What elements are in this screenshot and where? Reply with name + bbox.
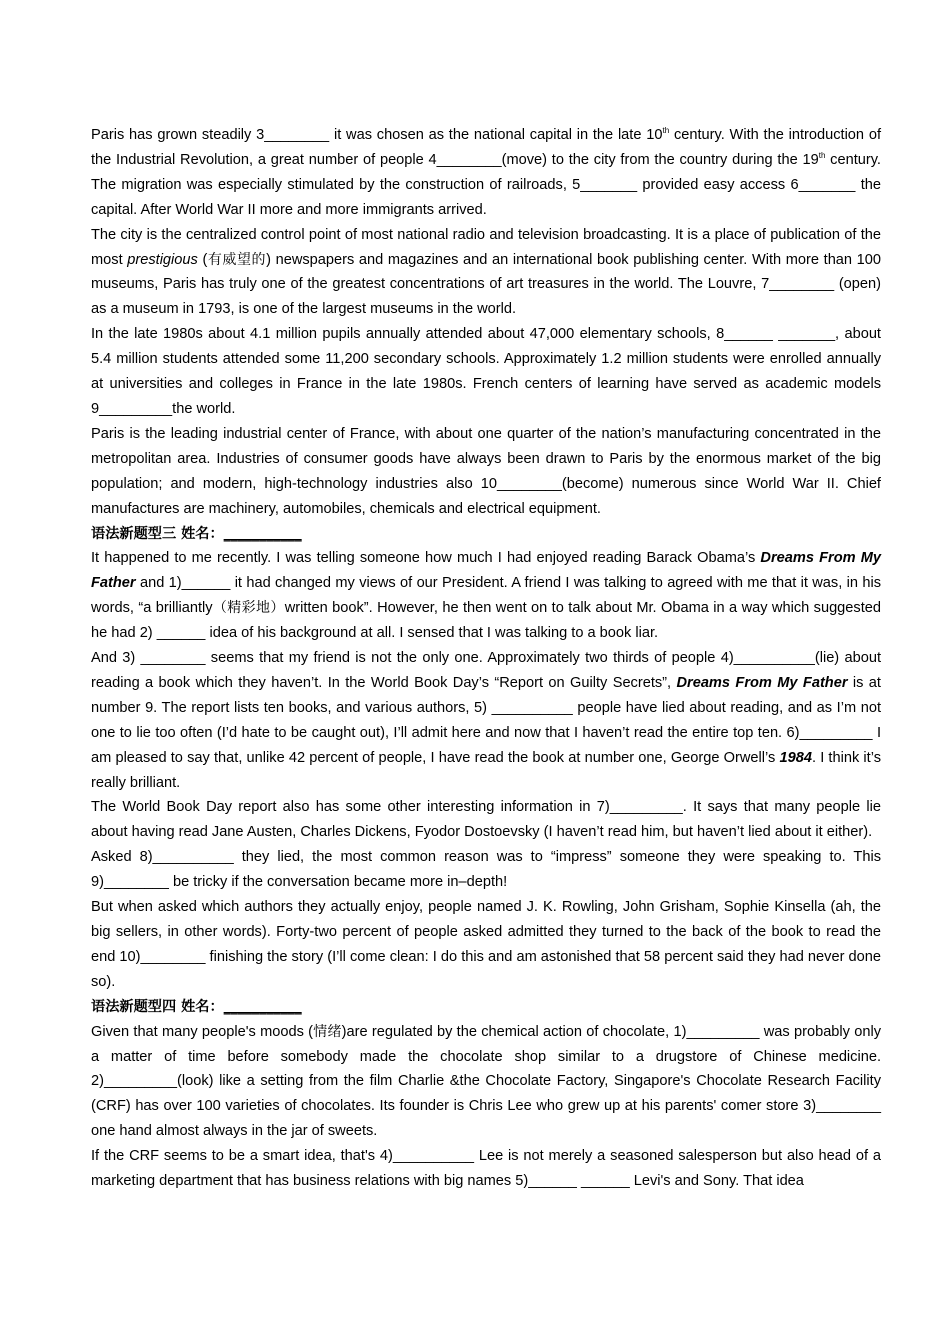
passage-three-paragraph-3: The World Book Day report also has some other interesting information in 7)_________. It says that many people lie about having read Jane Austen, Charles Dickens, Fyodor Dostoevsky (I haven’t read him, but haven’t lied about it either). bbox=[91, 799, 881, 841]
text-run: )are regulated by the chemical action of chocolate, 1)_________ was probably only a matter of time before somebody made the chocolate shop similar to a drugstore of Chinese medicine. 2)_________(look) like a setting from the film Charlie &the Chocolate Factory, Singapore's Chocolate Research Facility (CRF) has over 100 varieties of chocolates. Its founder is Chris Lee who grew up at his parents' comer store 3)________ one hand almost always in the jar of sweets. bbox=[91, 1023, 881, 1140]
italic-word: prestigious bbox=[127, 251, 198, 268]
passage-two-paragraph-2 bbox=[91, 223, 881, 323]
text-run: ) newspapers and magazines and an international book publishing center. With more than 100 museums, Paris has truly one of the greatest concentrations of art treasures in the world. The Louvre, 7________ (open) as a museum in 1793, is one of the largest museums in the world. bbox=[91, 251, 882, 318]
book-title: 1984 bbox=[779, 749, 812, 766]
text-run: and 1)______ it had changed my views of our President. A friend I was talking to agreed with me that it was, in his words, “a brilliantly bbox=[91, 575, 881, 617]
passage-three-paragraph-5: But when asked which authors they actually enjoy, people named J. K. Rowling, John Grisham, Sophie Kinsella (ah, the big sellers, in other words). Forty-two percent of people asked admitted they turned to the back of the book to read the end 10)________ finishing the story (I’ll come clean: I do this and am astonished that 58 percent said they had never done so). bbox=[91, 899, 881, 990]
passage-three-paragraph-2 bbox=[91, 646, 881, 795]
chinese-gloss: 情绪 bbox=[313, 1023, 342, 1040]
passage-three-paragraph-4: Asked 8)__________ they lied, the most common reason was to “impress” someone they were speaking to. This 9)________ be tricky if the conversation became more in–depth! bbox=[91, 849, 881, 891]
passage-two-paragraph-1 bbox=[91, 123, 881, 223]
text-run: ( bbox=[197, 251, 208, 268]
superscript: th bbox=[662, 126, 670, 135]
document-body bbox=[91, 123, 881, 1194]
text-run: written book”. However, he then went on to talk about Mr. Obama in a way which suggested he had 2) ______ idea of his background at all. I sensed that I was talking to a book liar. bbox=[91, 600, 882, 642]
text-run: It happened to me recently. I was telling someone how much I had enjoyed reading Barack Obama’s bbox=[91, 550, 761, 567]
superscript: th bbox=[818, 150, 826, 160]
passage-three-heading bbox=[91, 522, 881, 547]
text-run: century. With the introduction of the Industrial Revolution, a great number of people 4________(move) to the city from the country during the 19 bbox=[91, 127, 881, 168]
heading-text: 语法新题型四 姓名： bbox=[91, 998, 224, 1015]
passage-four-heading bbox=[91, 995, 881, 1020]
name-blank: ___________ bbox=[223, 525, 302, 542]
text-run: is at number 9. The report lists ten books, and various authors, 5) __________ people have lied about reading, and as I’m not one to lie too often (I’d hate to be caught out), I’ll admit here and now that I haven’t read the entire top ten. 6)_________ I am pleased to say that, unlike 42 percent of people, I have read the book at number one, George Orwell’s bbox=[91, 674, 881, 766]
heading-text: 语法新题型三 姓名： bbox=[91, 525, 224, 542]
text-run: The city is the centralized control point of most national radio and television broadcasting. It is a place of publication of the most bbox=[91, 226, 881, 268]
text-run: Paris has grown steadily 3________ it was chosen as the national capital in the late 10 bbox=[91, 127, 663, 143]
chinese-gloss: 有威望的 bbox=[207, 251, 267, 268]
text-run: Given that many people's moods ( bbox=[91, 1023, 314, 1040]
passage-two-paragraph-3: In the late 1980s about 4.1 million pupils annually attended about 47,000 elementary schools, 8______ _______, about 5.4 million students attended some 11,200 secondary schools. Approximately 1.2 million students were enrolled annually at universities and colleges in France in the late 1980s. French centers of learning have served as academic models 9_________the world. bbox=[91, 326, 881, 417]
text-run: . I think it’s really brilliant. bbox=[91, 749, 882, 791]
passage-three-paragraph-1 bbox=[91, 546, 881, 646]
text-run: And 3) ________ seems that my friend is not the only one. Approximately two thirds of people 4)__________(lie) about reading a book which they haven’t. In the World Book Day’s “Report on Guilty Secrets”, bbox=[91, 650, 881, 691]
passage-two-paragraph-4: Paris is the leading industrial center of France, with about one quarter of the nation’s manufacturing concentrated in the metropolitan area. Industries of consumer goods have always been drawn to Paris by the enormous market of the big population; and modern, high-technology industries also 10________(become) numerous since World War II. Chief manufactures are machinery, automobiles, chemicals and electrical equipment. bbox=[91, 425, 881, 517]
name-blank: ___________ bbox=[223, 998, 302, 1015]
book-title: Dreams From My Father bbox=[676, 674, 848, 691]
text-run: century. The migration was especially stimulated by the construction of railroads, 5_______ provided easy access 6_______ the capital. After World War II more and more immigrants arrived. bbox=[91, 151, 881, 218]
passage-four-paragraph-1 bbox=[91, 1020, 881, 1145]
chinese-gloss: （精彩地） bbox=[212, 600, 285, 617]
passage-four-paragraph-2: If the CRF seems to be a smart idea, that's 4)__________ Lee is not merely a seasoned salesperson but also head of a marketing department that has business relations with big names 5)______ ______ Levi's and Sony. That idea bbox=[91, 1148, 881, 1190]
book-title: Dreams From My Father bbox=[91, 550, 881, 592]
